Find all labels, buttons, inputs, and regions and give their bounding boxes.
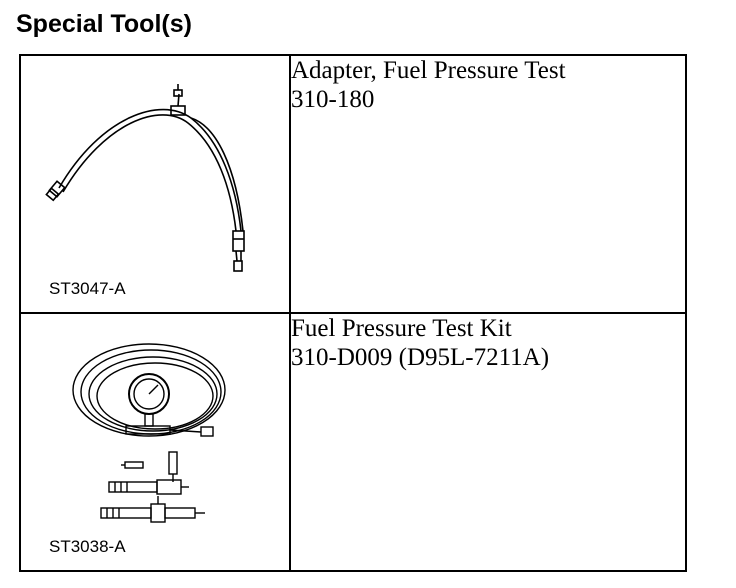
tool-name: Fuel Pressure Test Kit (291, 315, 512, 342)
tool-image-cell (20, 55, 290, 313)
fuel-pressure-gauge-kit-icon (21, 314, 289, 570)
tool-image-code: ST3038-A (49, 537, 126, 556)
section-heading: Special Tool(s) (16, 10, 192, 38)
tool-image-cell (20, 313, 290, 571)
table-row (20, 313, 686, 571)
fuel-pressure-adapter-hose-icon (21, 56, 289, 312)
tool-image-code: ST3047-A (49, 279, 126, 298)
table-row (20, 55, 686, 313)
special-tools-table (19, 54, 687, 572)
tool-description-cell (290, 313, 686, 571)
tool-description-cell (290, 55, 686, 313)
tool-part-number: 310-D009 (D95L-7211A) (291, 344, 550, 371)
tool-name: Adapter, Fuel Pressure Test (291, 57, 566, 84)
tool-part-number: 310-180 (291, 86, 375, 113)
